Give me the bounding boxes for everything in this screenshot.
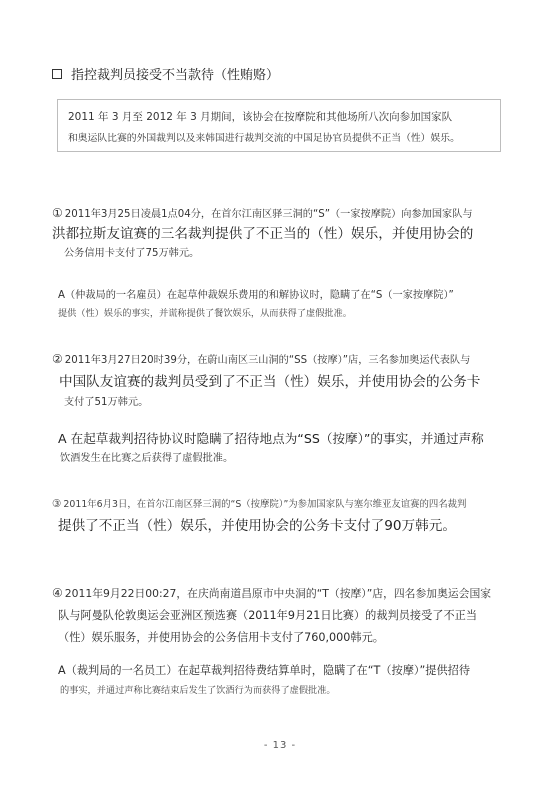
summary-box xyxy=(57,99,501,152)
incident-note-1 xyxy=(58,286,518,322)
checkbox-icon xyxy=(52,69,62,79)
incident-note-2 xyxy=(58,428,518,468)
item-line: 支付了51万韩元。 xyxy=(64,397,149,408)
section-heading-text: 指控裁判员接受不当款待（性贿赂） xyxy=(71,68,280,83)
item-line: 2011年3月27日20时39分，在蔚山南区三山洞的“SS（按摩）”店，三名参加奥运代表队与 xyxy=(64,355,471,366)
item-line: 洪都拉斯友谊赛的三名裁判提供了不正当的（性）娱乐，并使用协会的 xyxy=(52,226,474,242)
section-heading xyxy=(52,64,279,83)
note-line: 饮酒发生在比赛之后获得了虚假批准。 xyxy=(60,453,234,464)
item-line: 2011年9月22日00:27，在庆尚南道昌原市中央洞的“T（按摩）”店，四名参加奥运会国家 xyxy=(64,587,492,600)
note-line: A（裁判局的一名员工）在起草裁判招待费结算单时，隐瞒了在“T（按摩）”提供招待 xyxy=(58,664,471,677)
note-line: A 在起草裁判招待协议时隐瞒了招待地点为“SS（按摩）”的事实，并通过声称 xyxy=(58,431,484,446)
item-marker: ③ xyxy=(52,498,62,510)
item-marker: ① xyxy=(52,206,63,220)
note-line: 提供（性）娱乐的事实，并谎称提供了餐饮娱乐，从而获得了虚假批准。 xyxy=(58,308,352,319)
incident-item-3 xyxy=(52,496,522,539)
incident-note-4 xyxy=(58,660,518,700)
incident-item-2 xyxy=(52,350,522,412)
note-line: 的事实，并通过声称比赛结束后发生了饮酒行为而获得了虚假批准。 xyxy=(60,685,336,696)
item-line: （性）娱乐服务，并使用协会的公务信用卡支付了760,000韩元。 xyxy=(58,631,384,644)
summary-line-2: 和奥运队比赛的外国裁判以及来韩国进行裁判交流的中国足协官员提供不正当（性）娱乐。 xyxy=(68,133,460,144)
item-line: 队与阿曼队伦敦奥运会亚洲区预选赛（2011年9月21日比赛）的裁判员接受了不正当 xyxy=(58,609,478,622)
item-marker: ④ xyxy=(52,586,63,600)
item-line: 提供了不正当（性）娱乐，并使用协会的公务卡支付了90万韩元。 xyxy=(58,518,456,534)
item-line: 公务信用卡支付了75万韩元。 xyxy=(64,248,200,259)
note-line: A（仲裁局的一名雇员）在起草仲裁娱乐费用的和解协议时，隐瞒了在“S（一家按摩院）” xyxy=(58,290,454,301)
item-line: 2011年3月25日凌晨1点04分，在首尔江南区驿三洞的“S”（一家按摩院）向参加国家队与 xyxy=(64,209,473,220)
incident-item-4 xyxy=(52,583,522,648)
item-marker: ② xyxy=(52,352,63,366)
item-line: 2011年6月3日，在首尔江南区驿三洞的“S（按摩院）”为参加国家队与塞尔维亚友谊赛的四名裁判 xyxy=(63,499,467,510)
summary-line-1: 2011 年 3 月至 2012 年 3 月期间，该协会在按摩院和其他场所八次向参加国家队 xyxy=(68,111,453,123)
incident-item-1 xyxy=(52,205,522,263)
page-number: - 13 - xyxy=(263,740,297,751)
item-line: 中国队友谊赛的裁判员受到了不正当（性）娱乐，并使用协会的公务卡 xyxy=(59,374,481,390)
